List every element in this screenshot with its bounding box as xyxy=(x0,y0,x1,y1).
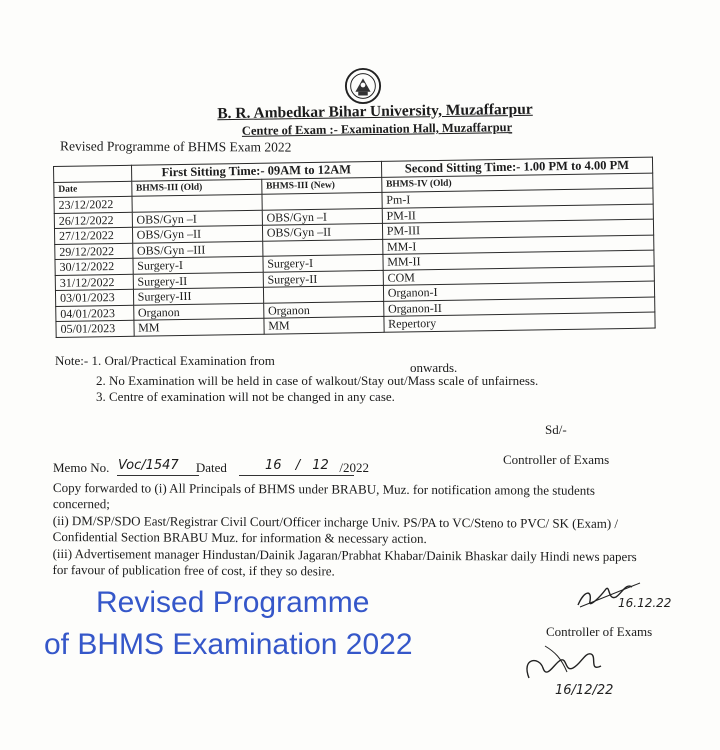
exam-schedule-table xyxy=(53,157,656,343)
bhms4-old-cell: COM xyxy=(383,266,654,286)
note-centre-unchanged: 3. Centre of examination will not be changed in any case. xyxy=(96,389,395,404)
note-onwards: onwards. xyxy=(410,360,458,375)
date-cell: 26/12/2022 xyxy=(54,212,132,229)
bhms4-old-cell: Organon-I xyxy=(383,281,654,301)
bhms3-old-cell: Surgery-II xyxy=(133,272,263,290)
col-bhms3-old-header: BHMS-III (Old) xyxy=(131,179,261,197)
date-cell: 27/12/2022 xyxy=(54,227,132,244)
bhms3-new-cell: MM xyxy=(264,316,384,333)
bhms4-old-cell: Repertory xyxy=(384,312,655,332)
copy-line-1: Copy forwarded to (i) All Principals of BHMS under BRABU, Muz. for notification among the students concerned; xyxy=(52,480,595,512)
col-bhms3-new-header: BHMS-III (New) xyxy=(261,177,381,194)
second-sitting-header: Second Sitting Time:- 1.00 PM to 4.00 PM xyxy=(381,157,652,177)
bhms4-old-cell: PM-III xyxy=(382,219,653,239)
copy-line-2: (ii) DM/SP/SDO East/Registrar Civil Court/Officer incharge Univ. PS/PA to VC/Steno to PVC/ SK (Exam) / Confidential Section BRABU Muz. for information & necessary action. xyxy=(52,512,619,546)
memo-year: /2022 xyxy=(339,460,370,475)
date-cell: 29/12/2022 xyxy=(55,243,133,260)
banner-line-1: Revised Programme xyxy=(96,586,370,619)
university-name: B. R. Ambedkar Bihar University, Muzaffarpur xyxy=(217,100,533,123)
signature-2 xyxy=(515,638,635,698)
university-logo xyxy=(344,67,382,105)
memo-date: 16 / 12 xyxy=(265,458,329,473)
bhms3-old-cell: Surgery-I xyxy=(133,256,263,274)
bhms3-old-cell: OBS/Gyn –I xyxy=(132,210,262,228)
signature-1 xyxy=(570,575,690,615)
date-cell: 23/12/2022 xyxy=(54,196,132,213)
banner-line-2: of BHMS Examination 2022 xyxy=(44,628,413,661)
bhms3-old-cell: Organon xyxy=(133,303,263,321)
memo-number-underline xyxy=(117,475,199,476)
col-bhms4-old-header: BHMS-IV (Old) xyxy=(381,173,652,193)
memo-label: Memo No. xyxy=(53,460,110,475)
memo-number: Voc/1547 xyxy=(118,458,179,473)
bhms4-old-cell: MM-II xyxy=(383,250,654,270)
bhms4-old-cell: Organon-II xyxy=(383,297,654,317)
signature-date-2: 16/12/22 xyxy=(555,683,614,698)
bhms3-new-cell: OBS/Gyn –I xyxy=(262,208,382,225)
bhms3-new-cell: OBS/Gyn –II xyxy=(262,223,382,240)
copy-forwarded-block xyxy=(52,480,653,581)
bhms3-old-cell: Surgery-III xyxy=(133,287,263,305)
document-title: Revised Programme of BHMS Exam 2022 xyxy=(59,138,292,155)
date-cell: 05/01/2023 xyxy=(56,320,134,337)
memo-day: 16 xyxy=(265,458,282,473)
bhms4-old-cell: PM-II xyxy=(382,204,653,224)
date-cell: 31/12/2022 xyxy=(55,274,133,291)
memo-month: 12 xyxy=(312,458,329,473)
date-cell: 03/01/2023 xyxy=(55,289,133,306)
col-date-header: Date xyxy=(54,181,132,198)
signature-date-1: 16.12.22 xyxy=(618,596,672,610)
bhms3-old-cell: MM xyxy=(134,318,264,336)
memo-dated-label: Dated xyxy=(195,460,227,475)
controller-footer: Controller of Exams xyxy=(546,624,653,639)
sd-mark: Sd/- xyxy=(545,422,567,437)
bhms3-old-cell: OBS/Gyn –II xyxy=(132,225,262,243)
note-oral-practical: Note:- 1. Oral/Practical Examination from xyxy=(55,353,275,368)
date-cell: 30/12/2022 xyxy=(55,258,133,275)
bhms3-new-cell xyxy=(263,285,383,302)
bhms3-new-cell: Surgery-I xyxy=(263,254,383,271)
controller-signoff: Controller of Exams xyxy=(503,452,610,467)
bhms3-old-cell: OBS/Gyn –III xyxy=(132,241,262,259)
note-no-examination: 2. No Examination will be held in case of walkout/Stay out/Mass scale of unfairness. xyxy=(96,373,539,388)
date-cell: 04/01/2023 xyxy=(56,305,134,322)
exam-centre: Centre of Exam :- Examination Hall, Muzaffarpur xyxy=(241,120,513,138)
bhms4-old-cell: MM-I xyxy=(382,235,653,255)
first-sitting-header: First Sitting Time:- 09AM to 12AM xyxy=(131,161,381,180)
copy-line-3: (iii) Advertisement manager Hindustan/Dainik Jagaran/Prabhat Khabar/Dainik Bhaskar daily Hindi news papers for favour of publication free of cost, if they so desire. xyxy=(52,545,637,579)
memo-date-underline xyxy=(239,475,354,476)
bhms3-new-cell: Organon xyxy=(263,301,383,318)
bhms3-new-cell: Surgery-II xyxy=(263,270,383,287)
table-header-blank xyxy=(54,165,132,182)
bhms4-old-cell: Pm-I xyxy=(382,188,653,208)
